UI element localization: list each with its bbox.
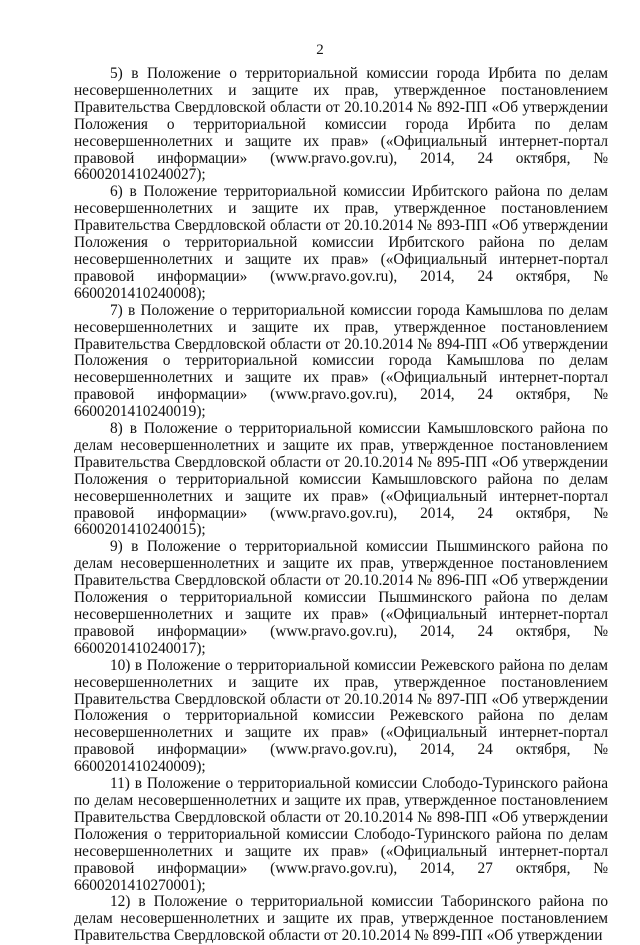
paragraph-line: 9) в Положение о территориальной комиссии Пышминского района по bbox=[110, 538, 608, 556]
paragraph-line: несовершеннолетних и защите их прав, утвержденное постановлением bbox=[74, 81, 608, 99]
amendment-paragraph bbox=[74, 894, 608, 945]
paragraph-line: несовершеннолетних и защите их прав» («Официальный интернет-портал bbox=[74, 724, 608, 742]
amendment-paragraph bbox=[74, 658, 608, 776]
paragraph-line: Правительства Свердловской области от 20.10.2014 № 892-ПП «Об утверждении bbox=[74, 98, 608, 116]
paragraph-line: несовершеннолетних и защите их прав» («Официальный интернет-портал bbox=[74, 487, 608, 505]
amendment-paragraph bbox=[74, 303, 608, 421]
paragraph-line: несовершеннолетних и защите их прав» («Официальный интернет-портал bbox=[74, 369, 608, 387]
paragraph-line: 12) в Положение о территориальной комиссии Таборинского района по bbox=[110, 893, 608, 911]
document-body bbox=[74, 66, 608, 945]
amendment-paragraph bbox=[74, 66, 608, 184]
paragraph-line: несовершеннолетних и защите их прав, утвержденное постановлением bbox=[74, 673, 608, 691]
paragraph-line: Правительства Свердловской области от 20.10.2014 № 894-ПП «Об утверждении bbox=[74, 335, 608, 353]
paragraph-line: несовершеннолетних и защите их прав» («Официальный интернет-портал bbox=[74, 842, 608, 860]
paragraph-line: несовершеннолетних и защите их прав, утвержденное постановлением bbox=[74, 200, 608, 218]
paragraph-line: Правительства Свердловской области от 20.10.2014 № 899-ПП «Об утверждении bbox=[74, 927, 603, 945]
paragraph-line: несовершеннолетних и защите их прав» («Официальный интернет-портал bbox=[74, 250, 608, 268]
paragraph-line: делам несовершеннолетних и защите их прав, утвержденное постановлением bbox=[74, 436, 608, 454]
paragraph-line: правовой информации» (www.pravo.gov.ru), 2014, 27 октября, № 6600201410270001); bbox=[74, 859, 608, 894]
paragraph-line: 10) в Положение о территориальной комиссии Режевского района по делам bbox=[110, 656, 608, 674]
paragraph-line: несовершеннолетних и защите их прав, утвержденное постановлением bbox=[74, 318, 608, 336]
paragraph-line: правовой информации» (www.pravo.gov.ru), 2014, 24 октября, № 6600201410240015); bbox=[74, 504, 608, 539]
paragraph-line: 5) в Положение о территориальной комиссии города Ирбита по делам bbox=[110, 65, 608, 82]
paragraph-line: Положения о территориальной комиссии города Камышлова по делам bbox=[74, 352, 608, 370]
paragraph-line: по делам несовершеннолетних и защите их прав, утвержденное постановлением bbox=[74, 791, 608, 809]
paragraph-line: Положения о территориальной комиссии Пышминского района по делам bbox=[74, 589, 608, 607]
paragraph-line: 7) в Положение о территориальной комиссии города Камышлова по делам bbox=[110, 301, 608, 319]
paragraph-line: Положения о территориальной комиссии Режевского района по делам bbox=[74, 707, 608, 725]
paragraph-line: правовой информации» (www.pravo.gov.ru), 2014, 24 октября, № 6600201410240009); bbox=[74, 741, 608, 776]
paragraph-line: правовой информации» (www.pravo.gov.ru), 2014, 24 октября, № 6600201410240019); bbox=[74, 386, 608, 421]
paragraph-line: Правительства Свердловской области от 20.10.2014 № 893-ПП «Об утверждении bbox=[74, 217, 608, 235]
paragraph-line: 8) в Положение о территориальной комиссии Камышловского района по bbox=[110, 420, 608, 438]
paragraph-line: Положения о территориальной комиссии Слободо-Туринского района по делам bbox=[74, 825, 608, 843]
paragraph-line: правовой информации» (www.pravo.gov.ru), 2014, 24 октября, № 6600201410240017); bbox=[74, 622, 608, 657]
paragraph-line: Положения о территориальной комиссии Ирбитского района по делам bbox=[74, 234, 608, 252]
paragraph-line: несовершеннолетних и защите их прав» («Официальный интернет-портал bbox=[74, 132, 608, 150]
paragraph-line: Правительства Свердловской области от 20.10.2014 № 898-ПП «Об утверждении bbox=[74, 808, 608, 826]
amendment-paragraph bbox=[74, 184, 608, 302]
paragraph-line: Положения о территориальной комиссии города Ирбита по делам bbox=[74, 115, 608, 133]
paragraph-line: правовой информации» (www.pravo.gov.ru), 2014, 24 октября, № 6600201410240008); bbox=[74, 267, 608, 302]
paragraph-line: Правительства Свердловской области от 20.10.2014 № 897-ПП «Об утверждении bbox=[74, 690, 608, 708]
amendment-paragraph bbox=[74, 421, 608, 539]
paragraph-line: Положения о территориальной комиссии Камышловского района по делам bbox=[74, 470, 608, 488]
paragraph-line: 11) в Положение о территориальной комиссии Слободо-Туринского района bbox=[110, 775, 608, 793]
paragraph-line: Правительства Свердловской области от 20.10.2014 № 895-ПП «Об утверждении bbox=[74, 453, 608, 471]
paragraph-line: делам несовершеннолетних и защите их прав, утвержденное постановлением bbox=[74, 555, 608, 573]
paragraph-line: делам несовершеннолетних и защите их прав, утвержденное постановлением bbox=[74, 910, 608, 928]
amendment-paragraph bbox=[74, 776, 608, 894]
page-number: 2 bbox=[316, 42, 324, 58]
paragraph-line: несовершеннолетних и защите их прав» («Официальный интернет-портал bbox=[74, 606, 608, 623]
amendment-paragraph bbox=[74, 539, 608, 657]
paragraph-line: 6) в Положение территориальной комиссии Ирбитского района по делам bbox=[110, 183, 608, 201]
paragraph-line: Правительства Свердловской области от 20.10.2014 № 896-ПП «Об утверждении bbox=[74, 572, 608, 590]
paragraph-line: правовой информации» (www.pravo.gov.ru), 2014, 24 октября, № 6600201410240027); bbox=[74, 149, 608, 184]
